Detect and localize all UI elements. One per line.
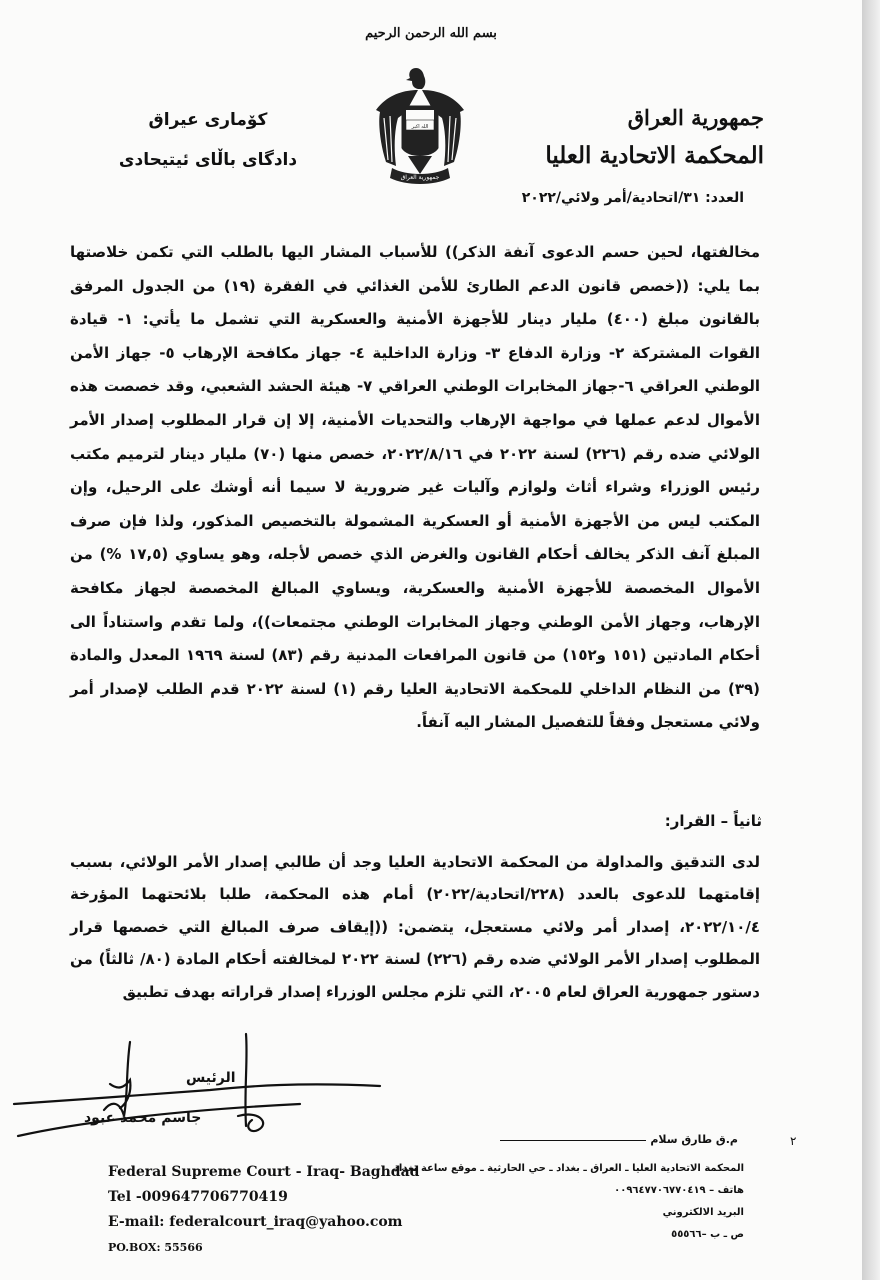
address-arabic: المحكمة الاتحادية العليا ـ العراق ـ بغداد ـ حي الحارثية ـ موقع ساعة بغداد xyxy=(393,1163,744,1174)
pobox-arabic: ص ـ ب –٥٥٥٦٦ xyxy=(671,1229,744,1240)
iraq-emblem-icon xyxy=(372,62,468,192)
pobox-english: PO.BOX: 55566 xyxy=(108,1241,203,1254)
header-right-block xyxy=(524,100,764,176)
court-title: المحكمة الاتحادية العليا xyxy=(545,142,764,169)
scan-edge xyxy=(862,0,880,1280)
body-paragraph-2 xyxy=(70,846,760,1008)
email-english: E-mail: federalcourt_iraq@yahoo.com xyxy=(108,1214,403,1230)
paragraph-text: لدى التدقيق والمداولة من المحكمة الاتحادية العليا وجد أن طالبي إصدار الأمر الولائي، بسبب إقامتهما للدعوى بالعدد (٢٢٨/اتحادية/٢٠٢٢) أمام هذه المحكمة، طلبا بلائحتهما المؤرخة ٢٠٢٢/١٠/٤، إصدار أمر ولائي مستعجل، يتضمن: ((إيقاف صرف المبالغ التي خصصها قرار المطلوب إصدار الأمر الولائي ضده رقم (٢٢٦) لسنة ٢٠٢٢ لمخالفته أحكام المادة (٨٠/ ثالثاً) من دستور جمهورية العراق لعام ٢٠٠٥، التي تلزم مجلس الوزراء إصدار قراراته بهدف تطبيق xyxy=(70,853,761,1001)
phone-english: Tel -009647706770419 xyxy=(108,1189,288,1205)
footer-contact-english xyxy=(108,1160,419,1260)
body-paragraph-1 xyxy=(70,236,760,740)
header-left-block xyxy=(88,100,328,180)
emblem-motto: الله اكبر xyxy=(411,124,429,130)
page-number: ٢ xyxy=(790,1134,797,1148)
footer-contact-arabic xyxy=(394,1158,744,1246)
republic-title-kurdish: كۆماری عیراق xyxy=(148,110,268,130)
reference-divider xyxy=(500,1140,646,1141)
basmala: بسم الله الرحمن الرحيم xyxy=(365,26,497,41)
signature-title: الرئيس xyxy=(186,1070,236,1086)
clerk-reference: م.ق طارق سلام xyxy=(650,1133,738,1146)
paragraph-text: مخالفتها، لحين حسم الدعوى آنفة الذكر)) للأسباب المشار اليها بالطلب التي تكمن خلاصتها بما يلي: ((خصص قانون الدعم الطارئ للأمن الغذائي في الفقرة (١٩) من الجدول المرفق بالقانون مبلغ (٤٠٠) مليار دينار للأجهزة الأمنية والعسكرية التي تشمل ما يأتي: ١- قيادة القوات المشتركة ٢- وزارة الدفاع ٣- وزارة الداخلية ٤- جهاز مكافحة الإرهاب ٥- جهاز الأمن الوطني العراقي ٦-جهاز المخابرات الوطني العراقي ٧- هيئة الحشد الشعبي، وقد خصصت هذه الأموال لدعم عملها في مواجهة الإرهاب والتحديات الأمنية، إلا إن قرار المطلوب إصدار الأمر الولائي ضده رقم (٢٢٦) لسنة ٢٠٢٢ في ٢٠٢٢/٨/١٦، خصص منها (٧٠) مليار دينار لترميم مكتب رئيس الوزراء وشراء أثاث ولوازم وآليات غير ضرورية لا سيما أنه أوشك على الرحيل، وإن المكتب ليس من الأجهزة الأمنية أو العسكرية المشمولة بالتخصيص المذكور، ولذا فإن صرف المبلغ آنف الذكر يخالف أحكام القانون والغرض الذي خصص لأجله، وهو يساوي (١٧,٥ %) من الأموال المخصصة للأجهزة الأمنية والعسكرية، ويساوي المبالغ المخصصة لجهاز مكافحة الإرهاب، وجهاز الأمن الوطني وجهاز المخابرات الوطني مجتمعات))، ولما تقدم واستناداً الى أحكام المادتين (١٥١ و١٥٢) من قانون المرافعات المدنية رقم (٨٣) لسنة ١٩٦٩ المعدل والمادة (٣٩) من النظام الداخلي للمحكمة الاتحادية العليا رقم (١) لسنة ٢٠٢٢ قدم الطلب لإصدار أمر ولائي مستعجل وفقاً للتفصيل المشار اليه آنفاً. xyxy=(70,243,761,732)
reference-number: العدد: ٣١/اتحادية/أمر ولائي/٢٠٢٢ xyxy=(521,190,744,206)
signature-name: جاسم محمد عبود xyxy=(84,1110,202,1126)
court-title-kurdish: دادگای باڵای ئیتیحادی xyxy=(118,150,298,170)
court-name-english: Federal Supreme Court - Iraq- Baghdad xyxy=(108,1164,420,1180)
section-heading-decision: ثانياً – القرار: xyxy=(664,812,762,830)
phone-arabic: هاتف – ٠٠٩٦٤٧٧٠٦٧٧٠٤١٩ xyxy=(614,1185,744,1196)
emblem-ribbon-text: جمهورية العراق xyxy=(400,174,440,181)
republic-title: جمهورية العراق xyxy=(627,105,764,130)
email-label-arabic: البريد الالكتروني xyxy=(662,1207,744,1218)
